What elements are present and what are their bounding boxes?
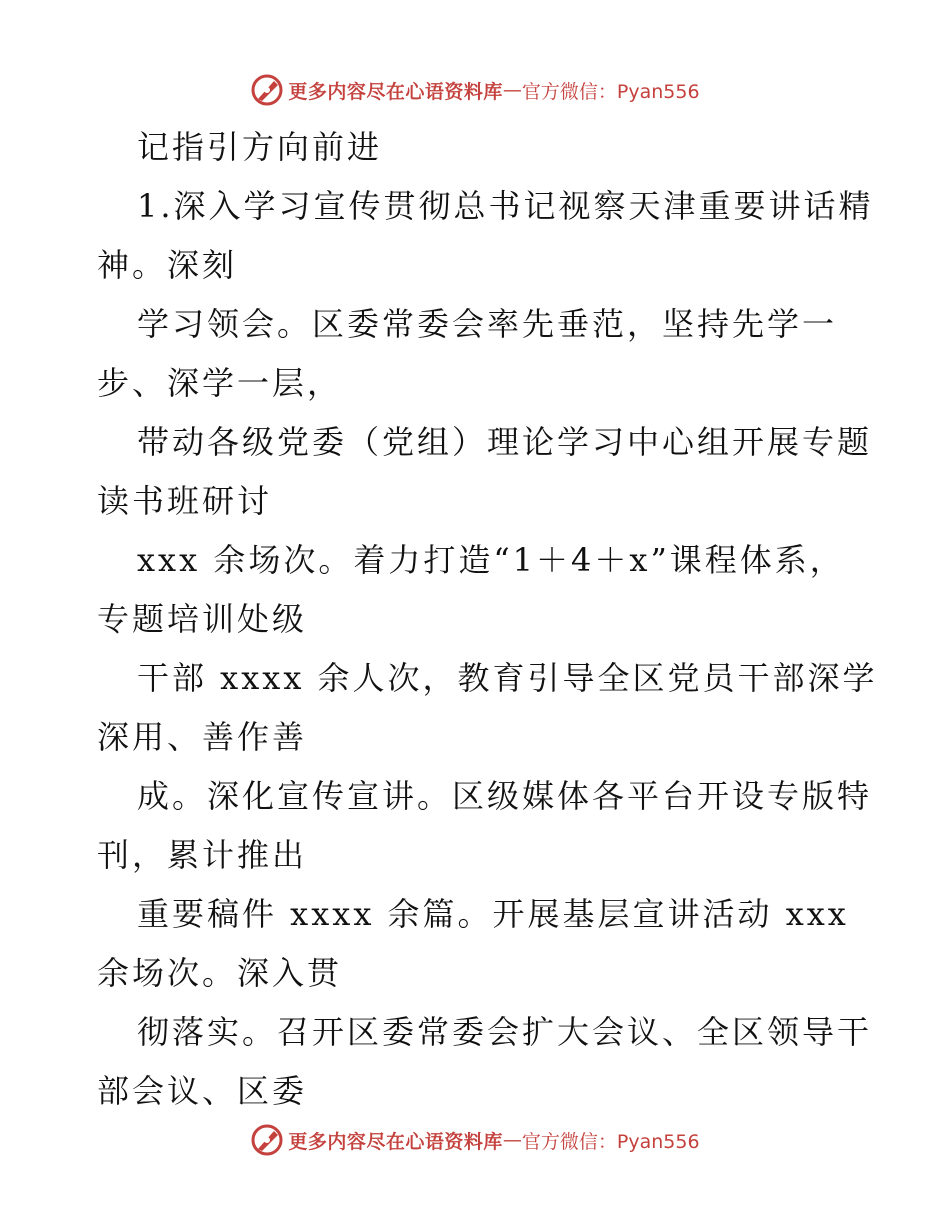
watermark-dash: — [502,79,522,101]
text-line: 带动各级党委（党组）理论学习中心组开展专题 [137,423,873,461]
text-line: 深用、善作善 [97,718,308,756]
watermark-title: 更多内容尽在心语资料库 [288,80,503,103]
watermark-banner-top [0,70,950,110]
text-line: 读书班研讨 [97,482,273,520]
text-line: 神。深刻 [97,246,238,284]
text-line: xxx 余场次。着力打造“1＋4＋x”课程体系， [137,541,845,579]
text-line: 成。深化宣传宣讲。区级媒体各平台开设专版特 [137,777,873,815]
text-line: 刊，累计推出 [97,836,308,874]
document-body [97,118,878,1121]
pen-logo-icon [250,1123,284,1157]
text-line: 部会议、区委 [97,1072,308,1110]
text-line: 步、深学一层， [97,364,343,402]
watermark-title: 更多内容尽在心语资料库 [288,1130,503,1153]
text-line: 重要稿件 xxxx 余篇。开展基层宣讲活动 xxx [137,895,849,933]
text-line: 专题培训处级 [97,600,308,638]
text-line: 干部 xxxx 余人次，教育引导全区党员干部深学 [137,659,878,697]
watermark-banner-bottom [0,1120,950,1160]
text-line: 余场次。深入贯 [97,954,343,992]
watermark-official: 官方微信：Pyan556 [521,1130,700,1153]
text-line: 彻落实。召开区委常委会扩大会议、全区领导干 [137,1013,873,1051]
watermark-dash: — [502,1129,522,1151]
text-line: 1.深入学习宣传贯彻总书记视察天津重要讲话精 [137,187,874,225]
text-line: 学习领会。区委常委会率先垂范，坚持先学一 [137,305,838,343]
text-line: 记指引方向前进 [137,128,383,166]
watermark-official: 官方微信：Pyan556 [521,80,700,103]
pen-logo-icon [250,73,284,107]
